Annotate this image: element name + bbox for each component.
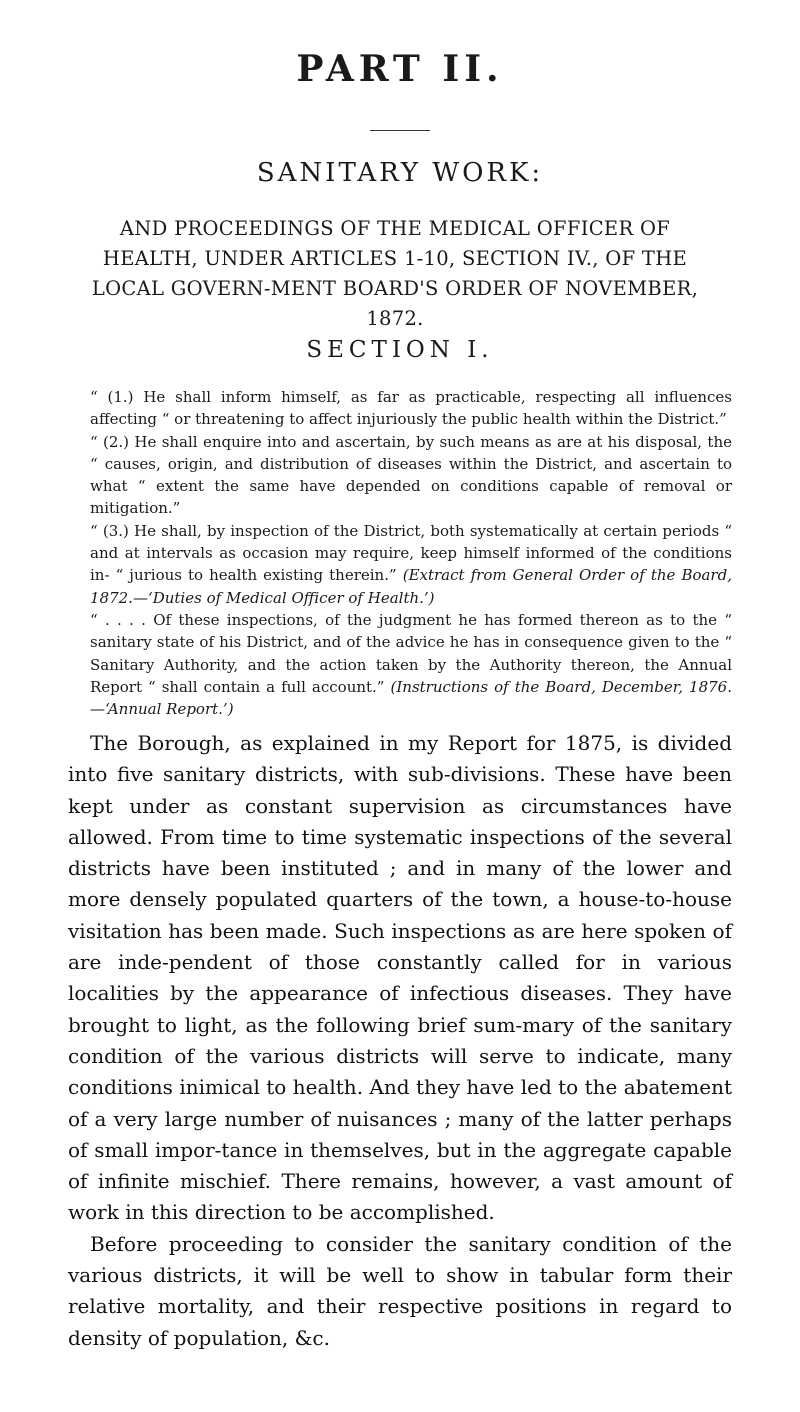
main-title: SANITARY WORK: [256, 158, 544, 188]
subtitle: AND PROCEEDINGS OF THE MEDICAL OFFICER OF HEALTH, UNDER ARTICLES 1-10, SECTION IV., OF THE LOCAL GOVERN-MENT BOARD'S ORDER OF NOVEMBER, 1872. [91, 217, 699, 330]
quote-article-2: “ (2.) He shall enquire into and ascertain, by such means as are at his disposal, the “ causes, origin, and distribution of diseases within the District, and ascertain to what “ extent the same have depended on conditions capable of removal or mitigation.” [90, 432, 732, 518]
body-text [68, 728, 732, 1354]
quote-annual-report-citation: (Instructions of the Board, December, 1876.—‘Annual Report.’) [90, 677, 732, 719]
body-paragraph-2: Before proceeding to consider the sanitary condition of the various districts, it will be well to show in tabular form their relative mortality, and their respective positions in regard to density of population, &c. [68, 1231, 732, 1350]
part-heading: PART II. [296, 48, 504, 90]
quote-article-1: “ (1.) He shall inform himself, as far as practicable, respecting all influences affecting “ or threatening to affect injuriously the public health within the District.” [90, 388, 732, 429]
section-heading: SECTION I. [306, 337, 494, 363]
quote-annual-report-text: “ . . . . Of these inspections, of the judgment he has formed thereon as to the “ sanitary state of his District, and of the advice he has in consequence given to the “ Sanitary Authority, and the action taken by the Authority thereon, the Annual Report “ shall contain a full account.” [90, 610, 732, 696]
quote-article-3 [68, 520, 732, 609]
quote-article-3-citation: (Extract from General Order of the Board, 1872.—‘Duties of Medical Officer of Health.’) [90, 566, 732, 607]
quoted-instructions [68, 386, 732, 720]
quote-annual-report [68, 609, 732, 720]
quote-article-3-text: “ (3.) He shall, by inspection of the District, both systematically at certain periods “ and at intervals as occasion may require, keep himself informed of the conditions in- “ jurious to health existing therein.” [90, 521, 732, 585]
title-divider [370, 130, 430, 131]
body-paragraph-1: The Borough, as explained in my Report for 1875, is divided into five sanitary districts, with sub-divisions. These have been kept under as constant supervision as circumstances have allowed. From time to time systematic inspections of the several districts have been instituted ; and in many of the lower and more densely populated quarters of the town, a house-to-house visitation has been made. Such inspections as are here spoken of are inde-pendent of those constantly called for in various localities by the appearance of infectious diseases. They have brought to light, as the following brief sum-mary of the sanitary condition of the various districts will serve to indicate, many conditions inimical to health. And they have led to the abatement of a very large number of nuisances ; many of the latter perhaps of small impor-tance in themselves, but in the aggregate capable of infinite mischief. There remains, however, a vast amount of work in this direction to be accomplished. [68, 731, 732, 1225]
